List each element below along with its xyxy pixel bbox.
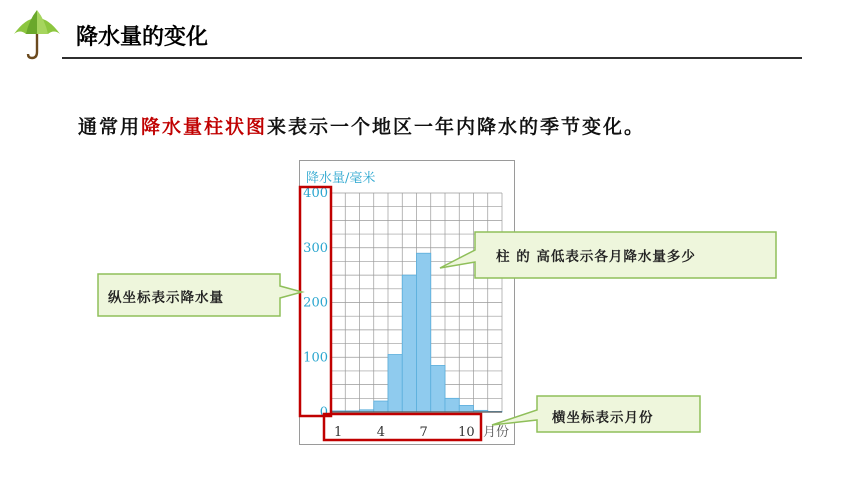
bar-month-9 xyxy=(445,398,459,412)
x-tick-label: 10 xyxy=(458,425,475,440)
intro-after: 来表示一个地区一年内降水的季节变化。 xyxy=(267,116,646,138)
x-axis-label: 月份 xyxy=(483,425,510,440)
bar-month-6 xyxy=(402,275,416,412)
x-tick-labels xyxy=(334,425,475,440)
bar-month-5 xyxy=(388,355,402,412)
intro-highlight: 降水量柱状图 xyxy=(141,116,268,138)
bar-month-4 xyxy=(374,401,388,412)
y-tick-label: 400 xyxy=(303,186,328,201)
y-tick-label: 0 xyxy=(319,405,328,420)
y-tick-label: 200 xyxy=(303,295,328,311)
bar-month-10 xyxy=(459,405,473,412)
x-axis-callout-text: 横坐标表示月份 xyxy=(552,410,654,426)
bars-callout-text: 柱 的 高低表示各月降水量多少 xyxy=(496,249,696,265)
x-tick-label: 7 xyxy=(419,425,428,440)
y-tick-label: 100 xyxy=(303,350,328,366)
x-tick-label: 4 xyxy=(376,425,386,440)
y-axis-label: 降水量/毫米 xyxy=(306,171,376,186)
x-tick-label: 1 xyxy=(333,425,343,440)
bar-month-7 xyxy=(417,253,431,412)
page-title: 降水量的变化 xyxy=(76,25,209,50)
y-tick-label: 300 xyxy=(303,240,328,256)
intro-before: 通常用 xyxy=(78,116,142,138)
y-tick-labels xyxy=(303,186,328,420)
bar-month-8 xyxy=(431,365,445,412)
y-axis-callout-text: 纵坐标表示降水量 xyxy=(108,290,224,306)
